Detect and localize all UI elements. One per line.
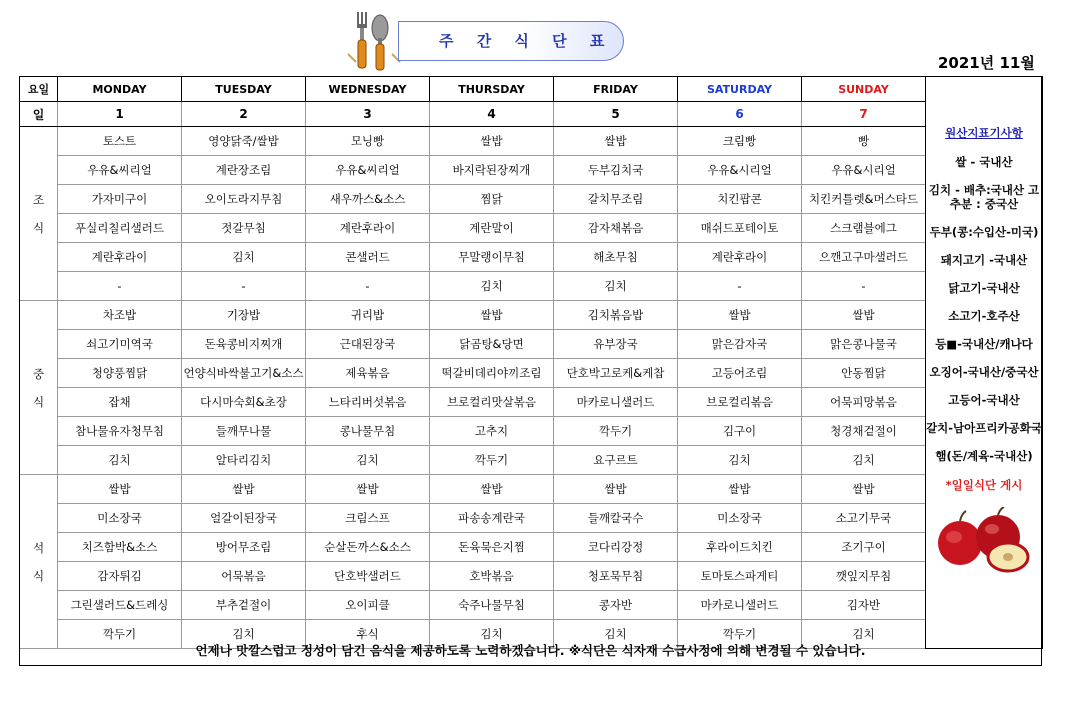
origin-note-item: 고등어-국내산 (948, 393, 1020, 407)
origin-notes-title: 원산지표기사항 (945, 126, 1023, 140)
menu-cell: 청양풍찜닭 (58, 359, 182, 388)
lunch-row (20, 359, 1043, 388)
breakfast-row (20, 272, 1043, 301)
origin-note-item: 소고기-호주산 (948, 309, 1020, 323)
menu-cell: 김치 (430, 272, 554, 301)
menu-cell: 방어무조림 (182, 533, 306, 562)
dinner-row (20, 562, 1043, 591)
menu-cell: 부추겉절이 (182, 591, 306, 620)
menu-cell: 조기구이 (802, 533, 926, 562)
menu-cell: 김치 (306, 446, 430, 475)
menu-cell: 단호박샐러드 (306, 562, 430, 591)
menu-cell: 김자반 (802, 591, 926, 620)
menu-cell: 미소장국 (678, 504, 802, 533)
menu-cell: 해초무침 (554, 243, 678, 272)
menu-cell: 돈육콩비지찌개 (182, 330, 306, 359)
menu-cell: - (802, 272, 926, 301)
menu-cell: 쌀밥 (554, 127, 678, 156)
menu-cell: - (306, 272, 430, 301)
origin-note-item: 오징어-국내산/중국산 (929, 365, 1039, 379)
menu-cell: 참나물유자청무침 (58, 417, 182, 446)
menu-cell: 잡채 (58, 388, 182, 417)
menu-cell: 김구이 (678, 417, 802, 446)
menu-cell: 느타리버섯볶음 (306, 388, 430, 417)
menu-cell: 갈치무조림 (554, 185, 678, 214)
menu-cell: 얼갈이된장국 (182, 504, 306, 533)
day-number: 1 (58, 102, 182, 127)
menu-cell: - (182, 272, 306, 301)
menu-cell: 돈육묵은지찜 (430, 533, 554, 562)
menu-cell: 김치볶음밥 (554, 301, 678, 330)
dinner-row (20, 475, 1043, 504)
weekday-saturday: SATURDAY (678, 77, 802, 102)
origin-notes-panel (926, 77, 1043, 649)
menu-cell: 기장밥 (182, 301, 306, 330)
origin-note-item: 닭고기-국내산 (948, 281, 1020, 295)
meal-label-char: 중 (32, 366, 45, 381)
menu-cell: 고추지 (430, 417, 554, 446)
menu-cell: 토스트 (58, 127, 182, 156)
menu-cell: 쌀밥 (430, 301, 554, 330)
menu-cell: 후라이드치킨 (678, 533, 802, 562)
menu-cell: 쌀밥 (678, 301, 802, 330)
meal-label-char: 조 (32, 192, 45, 207)
menu-cell: - (678, 272, 802, 301)
menu-cell: 청포묵무침 (554, 562, 678, 591)
menu-cell: 크림빵 (678, 127, 802, 156)
menu-cell: 제육볶음 (306, 359, 430, 388)
menu-cell: 김치 (182, 620, 306, 649)
day-number: 4 (430, 102, 554, 127)
menu-cell: 김치 (554, 620, 678, 649)
meal-label-char: 식 (32, 394, 45, 409)
menu-cell: 숙주나물무침 (430, 591, 554, 620)
menu-cell: 콘샐러드 (306, 243, 430, 272)
menu-cell: 깍두기 (430, 446, 554, 475)
menu-cell: 오이피클 (306, 591, 430, 620)
menu-cell: 들깨무나물 (182, 417, 306, 446)
lunch-row (20, 301, 1043, 330)
weekday-corner: 요일 (20, 77, 58, 102)
menu-cell: 김치 (58, 446, 182, 475)
menu-cell: 소고기무국 (802, 504, 926, 533)
menu-cell: 가자미구이 (58, 185, 182, 214)
menu-cell: 치킨커틀렛&머스타드 (802, 185, 926, 214)
weekday-thursday: THURSDAY (430, 77, 554, 102)
menu-cell: 깍두기 (554, 417, 678, 446)
menu-cell: 계란후라이 (58, 243, 182, 272)
day-number: 7 (802, 102, 926, 127)
menu-cell: 빵 (802, 127, 926, 156)
menu-cell: 바지락된장찌개 (430, 156, 554, 185)
lunch-row (20, 446, 1043, 475)
menu-cell: 파송송계란국 (430, 504, 554, 533)
menu-cell: 으깬고구마샐러드 (802, 243, 926, 272)
menu-cell: 후식 (306, 620, 430, 649)
menu-cell: 김치 (678, 446, 802, 475)
menu-cell: 순살돈까스&소스 (306, 533, 430, 562)
dinner-row (20, 533, 1043, 562)
month-label: 2021년 11월 (938, 54, 1035, 72)
menu-cell: 두부김치국 (554, 156, 678, 185)
menu-cell: 안동찜닭 (802, 359, 926, 388)
weekday-header-row (20, 77, 1043, 102)
menu-cell: 요구르트 (554, 446, 678, 475)
breakfast-row (20, 127, 1043, 156)
footer-notice: 언제나 맛깔스럽고 정성이 담긴 음식을 제공하도록 노력하겠습니다. ※식단은 식자재 수급사정에 의해 변경될 수 있습니다. (19, 637, 1042, 666)
weekday-sunday: SUNDAY (802, 77, 926, 102)
menu-cell: 쇠고기미역국 (58, 330, 182, 359)
menu-cell: 청경채겉절이 (802, 417, 926, 446)
menu-cell: 미소장국 (58, 504, 182, 533)
breakfast-label (20, 127, 58, 301)
weekday-friday: FRIDAY (554, 77, 678, 102)
meal-label-char: 석 (32, 540, 45, 555)
dinner-row (20, 504, 1043, 533)
menu-cell: 우유&시리얼 (678, 156, 802, 185)
menu-cell: 단호박고로케&케찹 (554, 359, 678, 388)
menu-cell: 마카로니샐러드 (554, 388, 678, 417)
origin-note-item: 두부(콩:수입산-미국) (929, 225, 1039, 239)
menu-cell: 계란말이 (430, 214, 554, 243)
weekday-wednesday: WEDNESDAY (306, 77, 430, 102)
menu-cell: 쌀밥 (58, 475, 182, 504)
menu-cell: - (58, 272, 182, 301)
origin-note-item: 쌀 - 국내산 (955, 155, 1013, 169)
menu-cell: 김치 (554, 272, 678, 301)
day-number: 2 (182, 102, 306, 127)
menu-cell: 계란후라이 (678, 243, 802, 272)
menu-cell: 푸실리칠리샐러드 (58, 214, 182, 243)
weekday-monday: MONDAY (58, 77, 182, 102)
menu-cell: 스크램블에그 (802, 214, 926, 243)
menu-cell: 깻잎지무침 (802, 562, 926, 591)
day-number: 5 (554, 102, 678, 127)
menu-cell: 콩자반 (554, 591, 678, 620)
menu-cell: 쌀밥 (802, 475, 926, 504)
menu-cell: 쌀밥 (306, 475, 430, 504)
menu-cell: 영양닭죽/쌀밥 (182, 127, 306, 156)
menu-cell: 맑은감자국 (678, 330, 802, 359)
menu-cell: 토마토스파게티 (678, 562, 802, 591)
menu-cell: 쌀밥 (802, 301, 926, 330)
menu-cell: 어묵볶음 (182, 562, 306, 591)
origin-note-item: 김치 - 배추:국내산 고추분 : 중국산 (928, 183, 1040, 211)
breakfast-row (20, 243, 1043, 272)
menu-cell: 매쉬드포테이토 (678, 214, 802, 243)
menu-cell: 어묵피망볶음 (802, 388, 926, 417)
breakfast-row (20, 214, 1043, 243)
menu-cell: 브로컬리볶음 (678, 388, 802, 417)
menu-cell: 떡갈비데리야끼조림 (430, 359, 554, 388)
menu-cell: 마카로니샐러드 (678, 591, 802, 620)
lunch-row (20, 330, 1043, 359)
origin-note-item: 갈치-남아프리카공화국 (926, 421, 1042, 435)
page-title: 주 간 식 단 표 (439, 32, 614, 50)
menu-cell: 근대된장국 (306, 330, 430, 359)
menu-cell: 쌀밥 (678, 475, 802, 504)
day-number-row (20, 102, 1043, 127)
menu-cell: 브로컬리맛살볶음 (430, 388, 554, 417)
menu-cell: 쌀밥 (182, 475, 306, 504)
menu-cell: 언양식바싹불고기&소스 (182, 359, 306, 388)
menu-cell: 계란후라이 (306, 214, 430, 243)
menu-cell: 우유&씨리얼 (306, 156, 430, 185)
weekday-tuesday: TUESDAY (182, 77, 306, 102)
apple-icon (934, 507, 1034, 575)
menu-cell: 그린샐러드&드레싱 (58, 591, 182, 620)
menu-cell: 크림스프 (306, 504, 430, 533)
menu-cell: 감자튀김 (58, 562, 182, 591)
menu-cell: 젓갈무침 (182, 214, 306, 243)
menu-cell: 새우까스&소스 (306, 185, 430, 214)
menu-cell: 찜닭 (430, 185, 554, 214)
day-number: 6 (678, 102, 802, 127)
dinner-label (20, 475, 58, 649)
menu-cell: 우유&시리얼 (802, 156, 926, 185)
menu-cell: 우유&씨리얼 (58, 156, 182, 185)
menu-cell: 알타리김치 (182, 446, 306, 475)
menu-cell: 유부장국 (554, 330, 678, 359)
origin-note-item: 등■-국내산/캐나다 (935, 337, 1033, 351)
day-number: 3 (306, 102, 430, 127)
title-banner (398, 21, 624, 61)
menu-cell: 쌀밥 (430, 475, 554, 504)
menu-cell: 무말랭이무침 (430, 243, 554, 272)
menu-cell: 닭곰탕&당면 (430, 330, 554, 359)
menu-cell: 김치 (802, 446, 926, 475)
menu-cell: 치즈함박&소스 (58, 533, 182, 562)
menu-cell: 들깨칼국수 (554, 504, 678, 533)
menu-cell: 치킨팝콘 (678, 185, 802, 214)
menu-cell: 깍두기 (58, 620, 182, 649)
menu-cell: 호박볶음 (430, 562, 554, 591)
dinner-row (20, 591, 1043, 620)
breakfast-row (20, 156, 1043, 185)
lunch-row (20, 388, 1043, 417)
menu-cell: 코다리강정 (554, 533, 678, 562)
lunch-label (20, 301, 58, 475)
menu-cell: 깍두기 (678, 620, 802, 649)
menu-cell: 오이도라지무침 (182, 185, 306, 214)
lunch-row (20, 417, 1043, 446)
menu-cell: 모닝빵 (306, 127, 430, 156)
origin-note-item: 돼지고기 -국내산 (940, 253, 1028, 267)
meal-label-char: 식 (32, 568, 45, 583)
daily-menu-notice: *일일식단 게시 (945, 478, 1023, 492)
menu-cell: 김치 (182, 243, 306, 272)
menu-cell: 고등어조림 (678, 359, 802, 388)
menu-cell: 김치 (802, 620, 926, 649)
menu-cell: 차조밥 (58, 301, 182, 330)
menu-cell: 계란장조림 (182, 156, 306, 185)
day-number-corner: 일 (20, 102, 58, 127)
menu-cell: 쌀밥 (554, 475, 678, 504)
menu-cell: 쌀밥 (430, 127, 554, 156)
menu-cell: 김치 (430, 620, 554, 649)
menu-cell: 다시마숙회&초장 (182, 388, 306, 417)
menu-cell: 감자채볶음 (554, 214, 678, 243)
weekly-menu-table (19, 76, 1043, 649)
menu-cell: 콩나물무침 (306, 417, 430, 446)
meal-label-char: 식 (32, 220, 45, 235)
menu-cell: 맑은콩나물국 (802, 330, 926, 359)
breakfast-row (20, 185, 1043, 214)
menu-cell: 귀리밥 (306, 301, 430, 330)
origin-note-item: 햄(돈/계육-국내산) (935, 449, 1033, 463)
